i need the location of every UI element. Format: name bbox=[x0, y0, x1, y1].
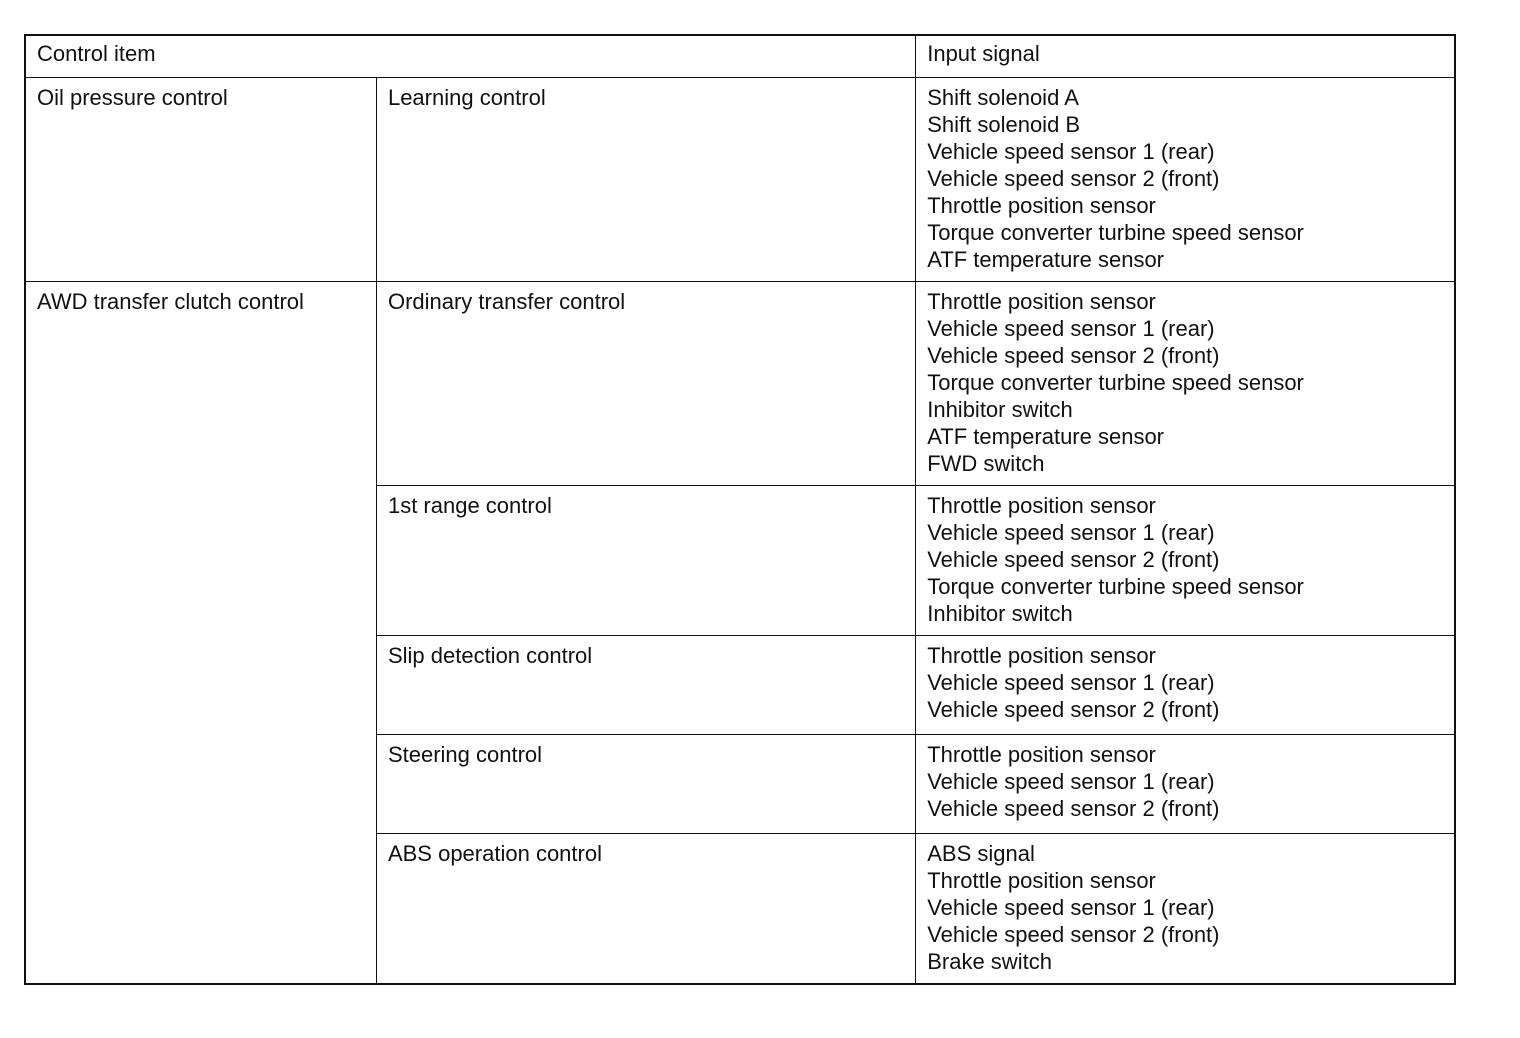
table-row bbox=[25, 78, 1455, 282]
table-row bbox=[25, 282, 1455, 486]
signal-item: Throttle position sensor bbox=[927, 868, 1156, 893]
signal-item: Vehicle speed sensor 2 (front) bbox=[927, 343, 1220, 368]
table-header-row bbox=[25, 35, 1455, 78]
signal-item: Throttle position sensor bbox=[927, 289, 1156, 314]
signal-item: Torque converter turbine speed sensor bbox=[927, 220, 1304, 245]
sub-control-1st-range: 1st range control bbox=[376, 486, 915, 636]
sub-control-learning: Learning control bbox=[376, 78, 915, 282]
sub-control-ordinary-transfer: Ordinary transfer control bbox=[376, 282, 915, 486]
signal-item: Throttle position sensor bbox=[927, 193, 1156, 218]
signal-item: Shift solenoid A bbox=[927, 85, 1079, 110]
signal-item: ATF temperature sensor bbox=[927, 424, 1165, 449]
signal-item: Vehicle speed sensor 2 (front) bbox=[927, 166, 1220, 191]
signal-item: Shift solenoid B bbox=[927, 112, 1081, 137]
signal-item: Torque converter turbine speed sensor bbox=[927, 370, 1304, 395]
signal-item: Throttle position sensor bbox=[927, 742, 1156, 767]
signal-item: Throttle position sensor bbox=[927, 643, 1156, 668]
signal-item: Inhibitor switch bbox=[927, 601, 1073, 626]
signals-learning bbox=[916, 78, 1455, 282]
signal-item: FWD switch bbox=[927, 451, 1045, 476]
header-control-item: Control item bbox=[25, 35, 916, 78]
header-input-signal: Input signal bbox=[916, 35, 1455, 78]
control-awd-transfer-clutch: AWD transfer clutch control bbox=[25, 282, 376, 985]
signals-slip-detection bbox=[916, 636, 1455, 735]
signal-item: Vehicle speed sensor 1 (rear) bbox=[927, 520, 1215, 545]
signal-item: Vehicle speed sensor 1 (rear) bbox=[927, 316, 1215, 341]
signals-abs-operation bbox=[916, 834, 1455, 985]
signal-item: Vehicle speed sensor 1 (rear) bbox=[927, 769, 1215, 794]
signal-item: Inhibitor switch bbox=[927, 397, 1073, 422]
sub-control-slip-detection: Slip detection control bbox=[376, 636, 915, 735]
control-oil-pressure: Oil pressure control bbox=[25, 78, 376, 282]
sub-control-abs-operation: ABS operation control bbox=[376, 834, 915, 985]
signal-item: Vehicle speed sensor 1 (rear) bbox=[927, 895, 1215, 920]
sub-control-steering: Steering control bbox=[376, 735, 915, 834]
signal-item: Vehicle speed sensor 2 (front) bbox=[927, 922, 1220, 947]
signal-item: Brake switch bbox=[927, 949, 1052, 974]
signal-item: Vehicle speed sensor 1 (rear) bbox=[927, 139, 1215, 164]
signal-item: Vehicle speed sensor 2 (front) bbox=[927, 796, 1220, 821]
signal-item: Torque converter turbine speed sensor bbox=[927, 574, 1304, 599]
signal-item: Throttle position sensor bbox=[927, 493, 1156, 518]
signals-1st-range bbox=[916, 486, 1455, 636]
signal-item: ATF temperature sensor bbox=[927, 247, 1165, 272]
signal-item: Vehicle speed sensor 2 (front) bbox=[927, 547, 1220, 572]
signal-item: Vehicle speed sensor 1 (rear) bbox=[927, 670, 1215, 695]
signals-ordinary-transfer bbox=[916, 282, 1455, 486]
signals-steering bbox=[916, 735, 1455, 834]
signal-item: Vehicle speed sensor 2 (front) bbox=[927, 697, 1220, 722]
signal-item: ABS signal bbox=[927, 841, 1035, 866]
control-table-container bbox=[24, 34, 1456, 985]
control-input-table bbox=[24, 34, 1456, 985]
